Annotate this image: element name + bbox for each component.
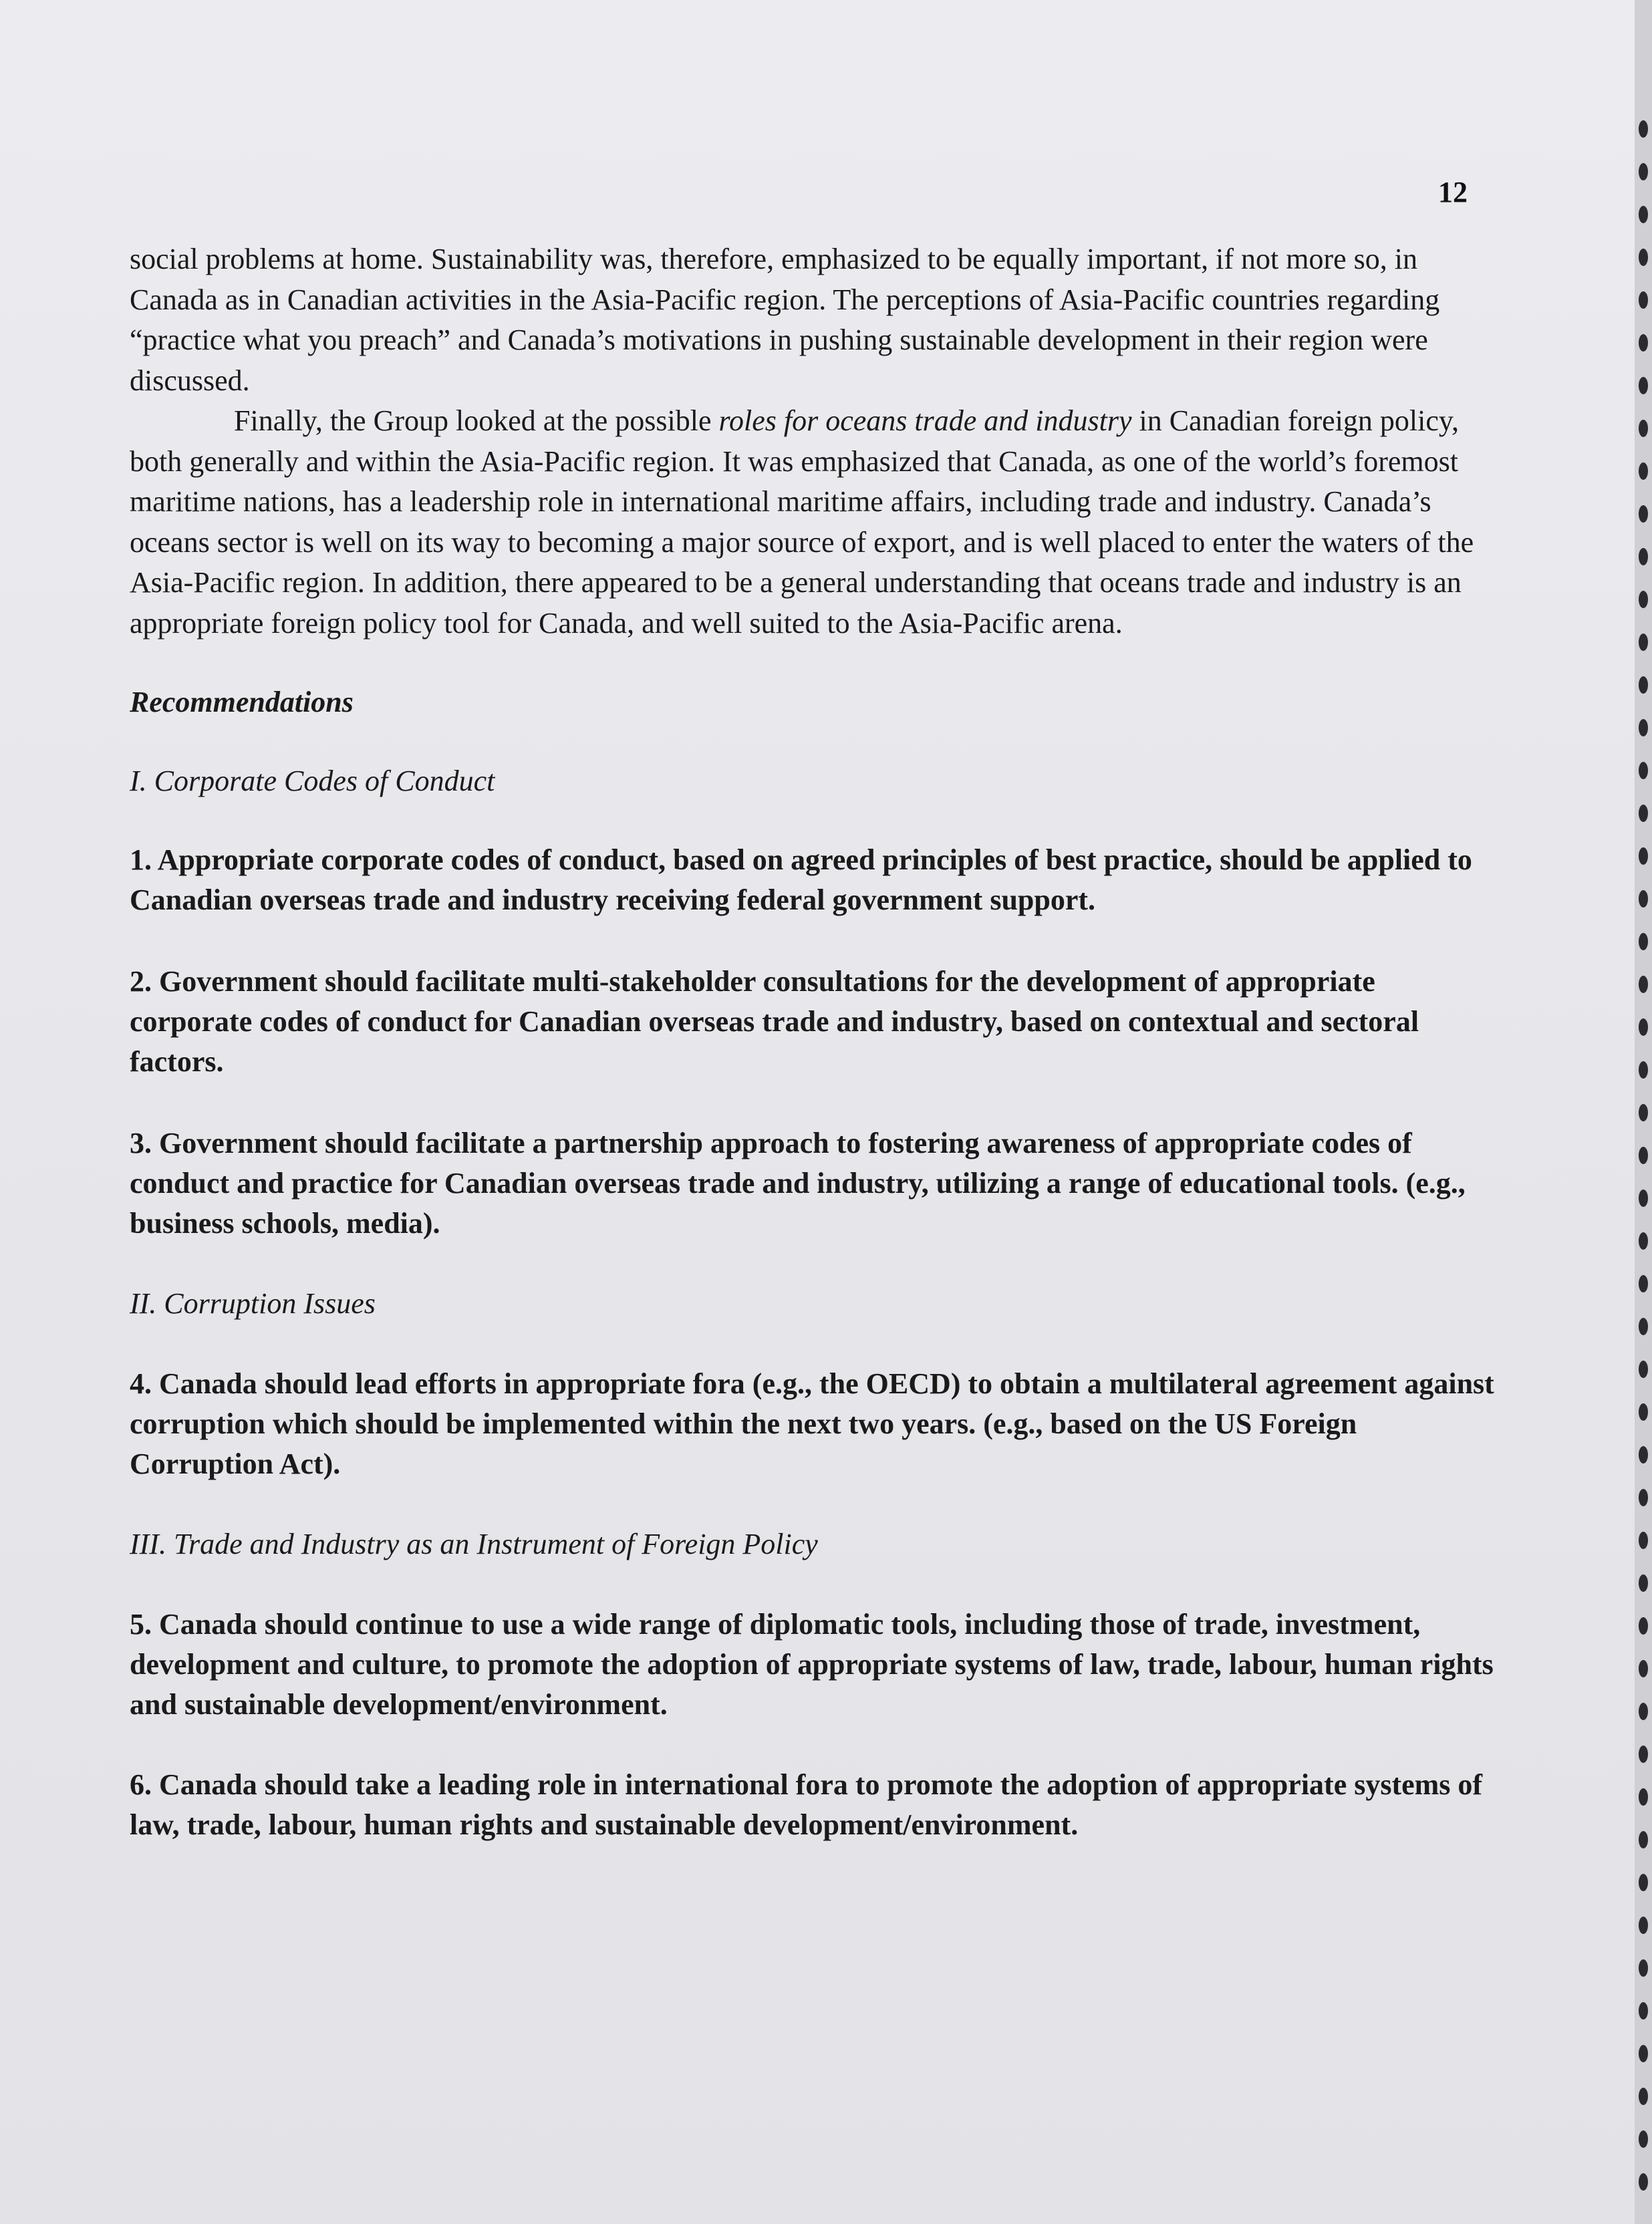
binding-ring: [1639, 1917, 1648, 1934]
section-title-trade-industry: III. Trade and Industry as an Instrument of Foreign Policy: [130, 1528, 818, 1560]
binding-ring: [1639, 1232, 1648, 1250]
binding-ring: [1639, 2088, 1648, 2105]
binding-ring: [1639, 805, 1648, 822]
binding-ring: [1639, 462, 1648, 480]
binding-ring: [1639, 1361, 1648, 1378]
binding-ring: [1639, 2173, 1648, 2191]
recommendation-1: 1. Appropriate corporate codes of conduct, based on agreed principles of best practice, should be applied to Canadian overseas trade and industry receiving federal government support.: [130, 843, 1472, 916]
binding-ring: [1639, 1788, 1648, 1806]
binding-ring: [1639, 548, 1648, 565]
binding-ring: [1639, 1104, 1648, 1121]
binding-ring: [1639, 1574, 1648, 1592]
binding-ring: [1639, 1061, 1648, 1079]
binding-ring: [1639, 1403, 1648, 1421]
binding-ring: [1639, 676, 1648, 694]
binding-ring: [1639, 762, 1648, 779]
binding-ring: [1639, 634, 1648, 651]
binding-ring: [1639, 505, 1648, 523]
paragraph-roles-pre: Finally, the Group looked at the possible: [234, 404, 719, 437]
binding-ring: [1639, 591, 1648, 608]
paragraph-roles-post: in Canadian foreign policy, both generally and within the Asia-Pacific region. It was emphasized that Canada, as one of the world’s foremost maritime nations, has a leadership role in international maritime affairs, including trade and industry. Canada’s oceans sector is well on its way to becoming a major source of export, and is well placed to enter the waters of the Asia-Pacific region. In addition, there appeared to be a general understanding that oceans trade and industry is an appropriate foreign policy tool for Canada, and well suited to the Asia-Pacific arena.: [130, 404, 1474, 640]
binding-ring: [1639, 1617, 1648, 1635]
binding-ring: [1639, 1746, 1648, 1763]
binding-ring: [1639, 1446, 1648, 1464]
binding-ring: [1639, 2045, 1648, 2062]
binding-ring: [1639, 1190, 1648, 1207]
binding-ring: [1639, 291, 1648, 309]
recommendation-6: 6. Canada should take a leading role in international fora to promote the adoption of appropriate systems of law, trade, labour, human rights and sustainable development/environment.: [130, 1768, 1483, 1841]
recommendation-5: 5. Canada should continue to use a wide range of diplomatic tools, including those of trade, investment, development and culture, to promote the adoption of appropriate systems of law, trade, labour, human rights and sustainable development/environment.: [130, 1608, 1494, 1721]
binding-ring: [1639, 420, 1648, 437]
binding-ring: [1639, 1532, 1648, 1549]
binding-ring: [1639, 847, 1648, 865]
section-title-codes: I. Corporate Codes of Conduct: [130, 764, 495, 797]
binding-ring: [1639, 120, 1648, 138]
paragraph-roles-emphasis: roles for oceans trade and industry: [718, 404, 1132, 437]
binding-ring: [1639, 163, 1648, 180]
recommendations-heading: Recommendations: [130, 686, 354, 718]
binding-ring: [1639, 1959, 1648, 1977]
page-number: 12: [1438, 176, 1468, 208]
binding-ring: [1639, 1831, 1648, 1848]
section-title-corruption: II. Corruption Issues: [130, 1287, 376, 1320]
binding-ring: [1639, 334, 1648, 352]
binding-ring: [1639, 719, 1648, 736]
binding-ring: [1639, 1703, 1648, 1720]
paragraph-roles: [130, 401, 1500, 644]
binding-ring: [1639, 249, 1648, 266]
recommendation-2: 2. Government should facilitate multi-stakeholder consultations for the development of appropriate corporate codes of conduct for Canadian overseas trade and industry, based on contextual and sectoral factors.: [130, 965, 1419, 1078]
recommendation-4: 4. Canada should lead efforts in appropriate fora (e.g., the OECD) to obtain a multilateral agreement against corruption which should be implemented within the next two years. (e.g., based on the US Foreign Corruption Act).: [130, 1367, 1494, 1480]
binding-ring: [1639, 2130, 1648, 2148]
binding-ring: [1639, 1147, 1648, 1164]
binding-ring: [1639, 1660, 1648, 1677]
binding-ring: [1639, 1018, 1648, 1036]
binding-ring: [1639, 890, 1648, 908]
binding-ring: [1639, 2002, 1648, 2020]
binding-ring: [1639, 933, 1648, 950]
binding-ring: [1639, 377, 1648, 394]
page-body: [130, 239, 1500, 1845]
binding-ring: [1639, 1489, 1648, 1506]
binding-ring: [1639, 1874, 1648, 1891]
binding-ring: [1639, 1318, 1648, 1335]
paragraph-continuation: social problems at home. Sustainability was, therefore, emphasized to be equally important, if not more so, in Canada as in Canadian activities in the Asia-Pacific region. The perceptions of Asia-Pacific countries regarding “practice what you preach” and Canada’s motivations in pushing sustainable development in their region were discussed.: [130, 243, 1440, 397]
binding-ring: [1639, 976, 1648, 993]
binding-spine: [1635, 0, 1652, 2224]
recommendation-3: 3. Government should facilitate a partnership approach to fostering awareness of appropriate codes of conduct and practice for Canadian overseas trade and industry, utilizing a range of educational tools. (e.g., business schools, media).: [130, 1127, 1466, 1240]
binding-ring: [1639, 206, 1648, 223]
binding-ring: [1639, 1275, 1648, 1292]
